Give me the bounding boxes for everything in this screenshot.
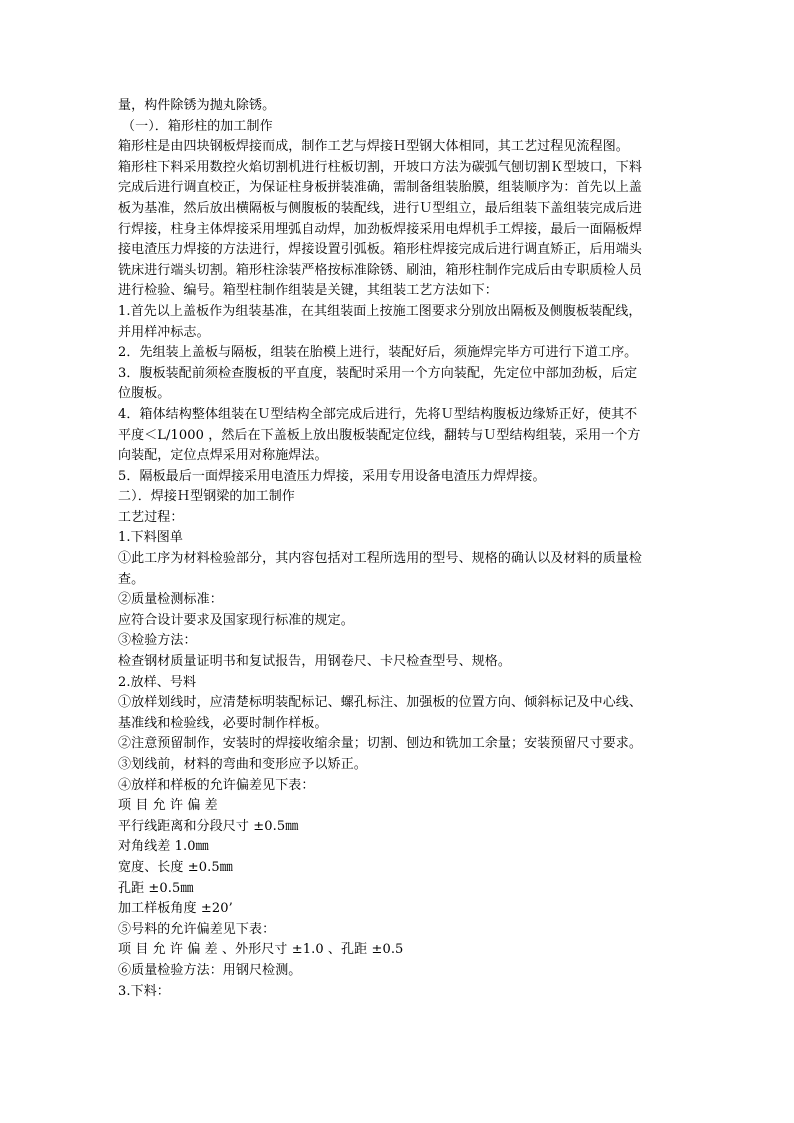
text-line: 箱形柱是由四块钢板焊接而成，制作工艺与焊接Ｈ型钢大体相同，其工艺过程见流程图。 — [118, 139, 629, 155]
list-item: ③检验方法： — [118, 633, 197, 649]
text-line: 量，构件除锈为抛丸除锈。 — [118, 98, 276, 113]
text-line: 平度＜L/1000 ，然后在下盖板上放出腹板装配定位线，翻转与Ｕ型结构组装，采用一个方 — [118, 427, 641, 443]
text-line: 向装配，定位点焊采用对称施焊法。 — [118, 448, 328, 464]
subsection-heading: 3.下料： — [118, 983, 170, 999]
list-item: ④放样和样板的允许偏差见下表： — [118, 777, 315, 793]
text-line: 行焊接，柱身主体焊接采用埋弧自动焊，加劲板焊接采用电焊机手工焊接，最后一面隔板焊 — [118, 221, 643, 237]
text-line: 应符合设计要求及国家现行标准的规定。 — [118, 612, 354, 628]
text-line: 板为基准，然后放出横隔板与侧腹板的装配线，进行Ｕ型组立，最后组装下盖组装完成后进 — [118, 200, 643, 216]
document-body — [118, 96, 680, 1002]
list-item: ①此工序为材料检验部分，其内容包括对工程所选用的型号、规格的确认以及材料的质量检 — [118, 551, 643, 567]
section-heading: （一）．箱形柱的加工制作 — [122, 118, 273, 134]
text-line: 位腹板。 — [118, 386, 171, 402]
text-line: 铣床进行端头切割。箱形柱涂装严格按标准除锈、刷油，箱形柱制作完成后由专职质检人员 — [118, 262, 643, 278]
text-line: 查。 — [118, 571, 145, 587]
list-item: ②质量检测标准： — [118, 592, 223, 608]
list-item: 1.首先以上盖板作为组装基准，在其组装面上按施工图要求分别放出隔板及侧腹板装配线， — [118, 303, 642, 319]
text-line: 基准线和检验线，必要时制作样板。 — [118, 715, 328, 731]
list-item: 3．腹板装配前须检查腹板的平直度，装配时采用一个方向装配，先定位中部加劲板，后定 — [118, 365, 638, 381]
list-item: ③划线前，材料的弯曲和变形应予以矫正。 — [118, 757, 367, 772]
text-line: 并用样冲标志。 — [118, 324, 210, 340]
text-line: 接电渣压力焊接的方法进行，焊接设置引弧板。箱形柱焊接完成后进行调直矫正，后用端头 — [118, 242, 643, 258]
list-item: ②注意预留制作，安装时的焊接收缩余量；切割、刨边和铣加工余量；安装预留尺寸要求。 — [118, 736, 643, 752]
list-item: 4．箱体结构整体组装在Ｕ型结构全部完成后进行，先将Ｕ型结构腹板边缘矫正好，使其不 — [118, 406, 638, 422]
table-row: 宽度、长度 ±0.5㎜ — [118, 859, 233, 875]
text-line: 完成后进行调直校正，为保证柱身板拼装准确，需制备组装胎膜，组装顺序为：首先以上盖 — [118, 180, 643, 196]
subsection-heading: 1.下料图单 — [118, 530, 184, 546]
text-line: 箱形柱下料采用数控火焰切割机进行柱板切割，开坡口方法为碳弧气刨切割Ｋ型坡口，下料 — [118, 159, 643, 175]
text-line: 检查钢材质量证明书和复试报告，用钢卷尺、卡尺检查型号、规格。 — [118, 654, 512, 670]
list-item: 2．先组装上盖板与隔板，组装在胎模上进行，装配好后，须施焊完毕方可进行下道工序。 — [118, 345, 638, 361]
list-item: ①放样划线时，应清楚标明装配标记、螺孔标注、加强板的位置方向、倾斜标记及中心线、 — [118, 695, 643, 711]
table-row: 对角线差 1.0㎜ — [118, 839, 209, 855]
text-line: 工艺过程： — [118, 509, 184, 525]
table-row: 平行线距离和分段尺寸 ±0.5㎜ — [118, 818, 299, 834]
table-row: 加工样板角度 ±20’ — [118, 901, 233, 917]
table-header: 项 目 允 许 偏 差 — [118, 798, 218, 814]
table-row: 项 目 允 许 偏 差 、外形尺寸 ±1.0 、孔距 ±0.5 — [118, 942, 404, 958]
list-item: ⑥质量检验方法：用钢尺检测。 — [118, 962, 302, 978]
list-item: ⑤号料的允许偏差见下表： — [118, 921, 276, 937]
subsection-heading: 2.放样、号料 — [118, 674, 197, 690]
table-row: 孔距 ±0.5㎜ — [118, 880, 194, 896]
section-heading: 二）．焊接Ｈ型钢梁的加工制作 — [118, 489, 295, 505]
text-line: 进行检验、编号。箱型柱制作组装是关键，其组装工艺方法如下： — [118, 283, 498, 299]
list-item: 5．隔板最后一面焊接采用电渣压力焊接，采用专用设备电渣压力焊焊接。 — [118, 468, 546, 484]
